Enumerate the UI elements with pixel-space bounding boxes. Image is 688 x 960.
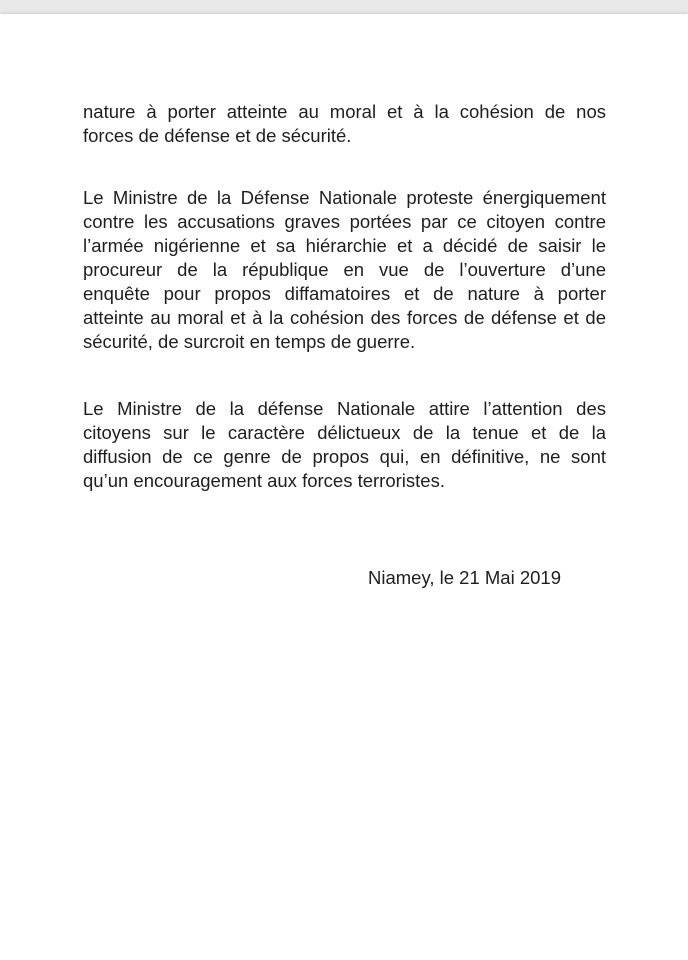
paragraph-line: l’armée nigérienne et sa hiérarchie et a décidé de saisir le bbox=[83, 235, 606, 256]
paragraph-line: Le Ministre de la Défense Nationale proteste énergiquement bbox=[83, 187, 606, 208]
paragraph-line: nature à porter atteinte au moral et à la cohésion de nos bbox=[83, 101, 606, 122]
paragraph-line: forces de défense et de sécurité. bbox=[83, 125, 352, 146]
paragraph-line: enquête pour propos diffamatoires et de nature à porter bbox=[83, 283, 606, 304]
paragraph-line: citoyens sur le caractère délictueux de la tenue et de la bbox=[83, 422, 606, 443]
paragraph-line: contre les accusations graves portées par ce citoyen contre bbox=[83, 211, 606, 232]
paragraph-line: Le Ministre de la défense Nationale attire l’attention des bbox=[83, 398, 606, 419]
paragraph-line: qu’un encouragement aux forces terroristes. bbox=[83, 470, 445, 491]
paragraph-line: diffusion de ce genre de propos qui, en définitive, ne sont bbox=[83, 446, 606, 467]
paragraph-2 bbox=[83, 186, 606, 354]
paragraph-3 bbox=[83, 397, 606, 493]
place-and-date: Niamey, le 21 Mai 2019 bbox=[368, 567, 561, 588]
paragraph-1 bbox=[83, 100, 606, 148]
paragraph-line: procureur de la république en vue de l’ouverture d’une bbox=[83, 259, 606, 280]
paragraph-line: atteinte au moral et à la cohésion des forces de défense et de bbox=[83, 307, 606, 328]
paragraph-line: sécurité, de surcroit en temps de guerre. bbox=[83, 331, 416, 352]
document-page bbox=[0, 14, 688, 960]
